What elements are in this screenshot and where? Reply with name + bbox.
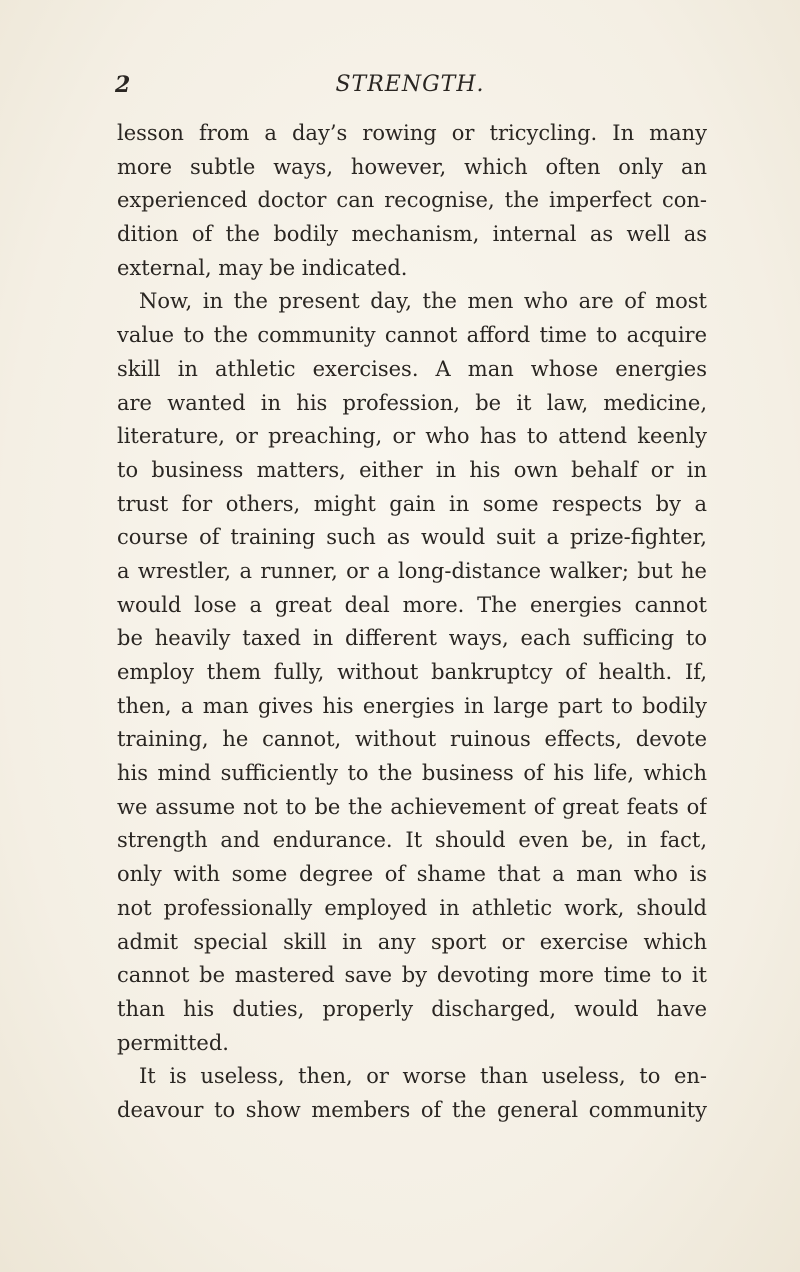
text-line: trust for others, might gain in some respects by a bbox=[117, 491, 707, 516]
text-line: employ them fully, without bankruptcy of health. If, bbox=[117, 660, 707, 684]
text-line: then, a man gives his energies in large part to bodily bbox=[117, 693, 707, 718]
text-line: be heavily taxed in different ways, each sufficing to bbox=[117, 626, 707, 651]
text-line: deavour to show members of the general community bbox=[117, 1097, 707, 1122]
text-line: skill in athletic exercises. A man whose energies bbox=[117, 356, 707, 381]
text-line: value to the community cannot afford time to acquire bbox=[117, 323, 707, 348]
text-line: external, may be indicated. bbox=[117, 255, 408, 280]
page-number: 2 bbox=[115, 72, 131, 98]
text-line: training, he cannot, without ruinous effects, devote bbox=[117, 727, 707, 752]
text-line: dition of the bodily mechanism, internal as well as bbox=[117, 222, 707, 247]
text-line: are wanted in his profession, be it law, medicine, bbox=[117, 390, 707, 415]
text-line: Now, in the present day, the men who are of most bbox=[139, 289, 707, 314]
text-line: to business matters, either in his own behalf or in bbox=[117, 457, 707, 482]
text-line: strength and endurance. It should even be, in fact, bbox=[117, 828, 707, 853]
text-line: a wrestler, a runner, or a long-distance walker; but he bbox=[117, 558, 707, 583]
text-line: lesson from a day’s rowing or tricycling. In many bbox=[117, 121, 707, 145]
text-line: would lose a great deal more. The energies cannot bbox=[117, 592, 707, 617]
running-head bbox=[115, 70, 705, 100]
text-line: course of training such as would suit a prize-fighter, bbox=[117, 525, 707, 550]
text-line: not professionally employed in athletic work, should bbox=[117, 895, 707, 920]
text-line: cannot be mastered save by devoting more time to it bbox=[117, 963, 707, 988]
text-line: permitted. bbox=[117, 1030, 229, 1055]
text-line: we assume not to be the achievement of great feats of bbox=[117, 794, 707, 819]
text-line: experienced doctor can recognise, the imperfect con- bbox=[117, 188, 707, 213]
running-title: STRENGTH. bbox=[335, 72, 485, 97]
body-text bbox=[117, 117, 707, 1128]
text-line: only with some degree of shame that a man who is bbox=[117, 862, 707, 887]
text-line: It is useless, then, or worse than useless, to en- bbox=[139, 1064, 707, 1089]
text-line: than his duties, properly discharged, would have bbox=[117, 996, 707, 1021]
text-line: literature, or preaching, or who has to attend keenly bbox=[117, 424, 707, 449]
text-line: admit special skill in any sport or exercise which bbox=[117, 929, 707, 954]
text-line: more subtle ways, however, which often only an bbox=[117, 154, 707, 179]
text-line: his mind sufficiently to the business of his life, which bbox=[117, 761, 707, 786]
